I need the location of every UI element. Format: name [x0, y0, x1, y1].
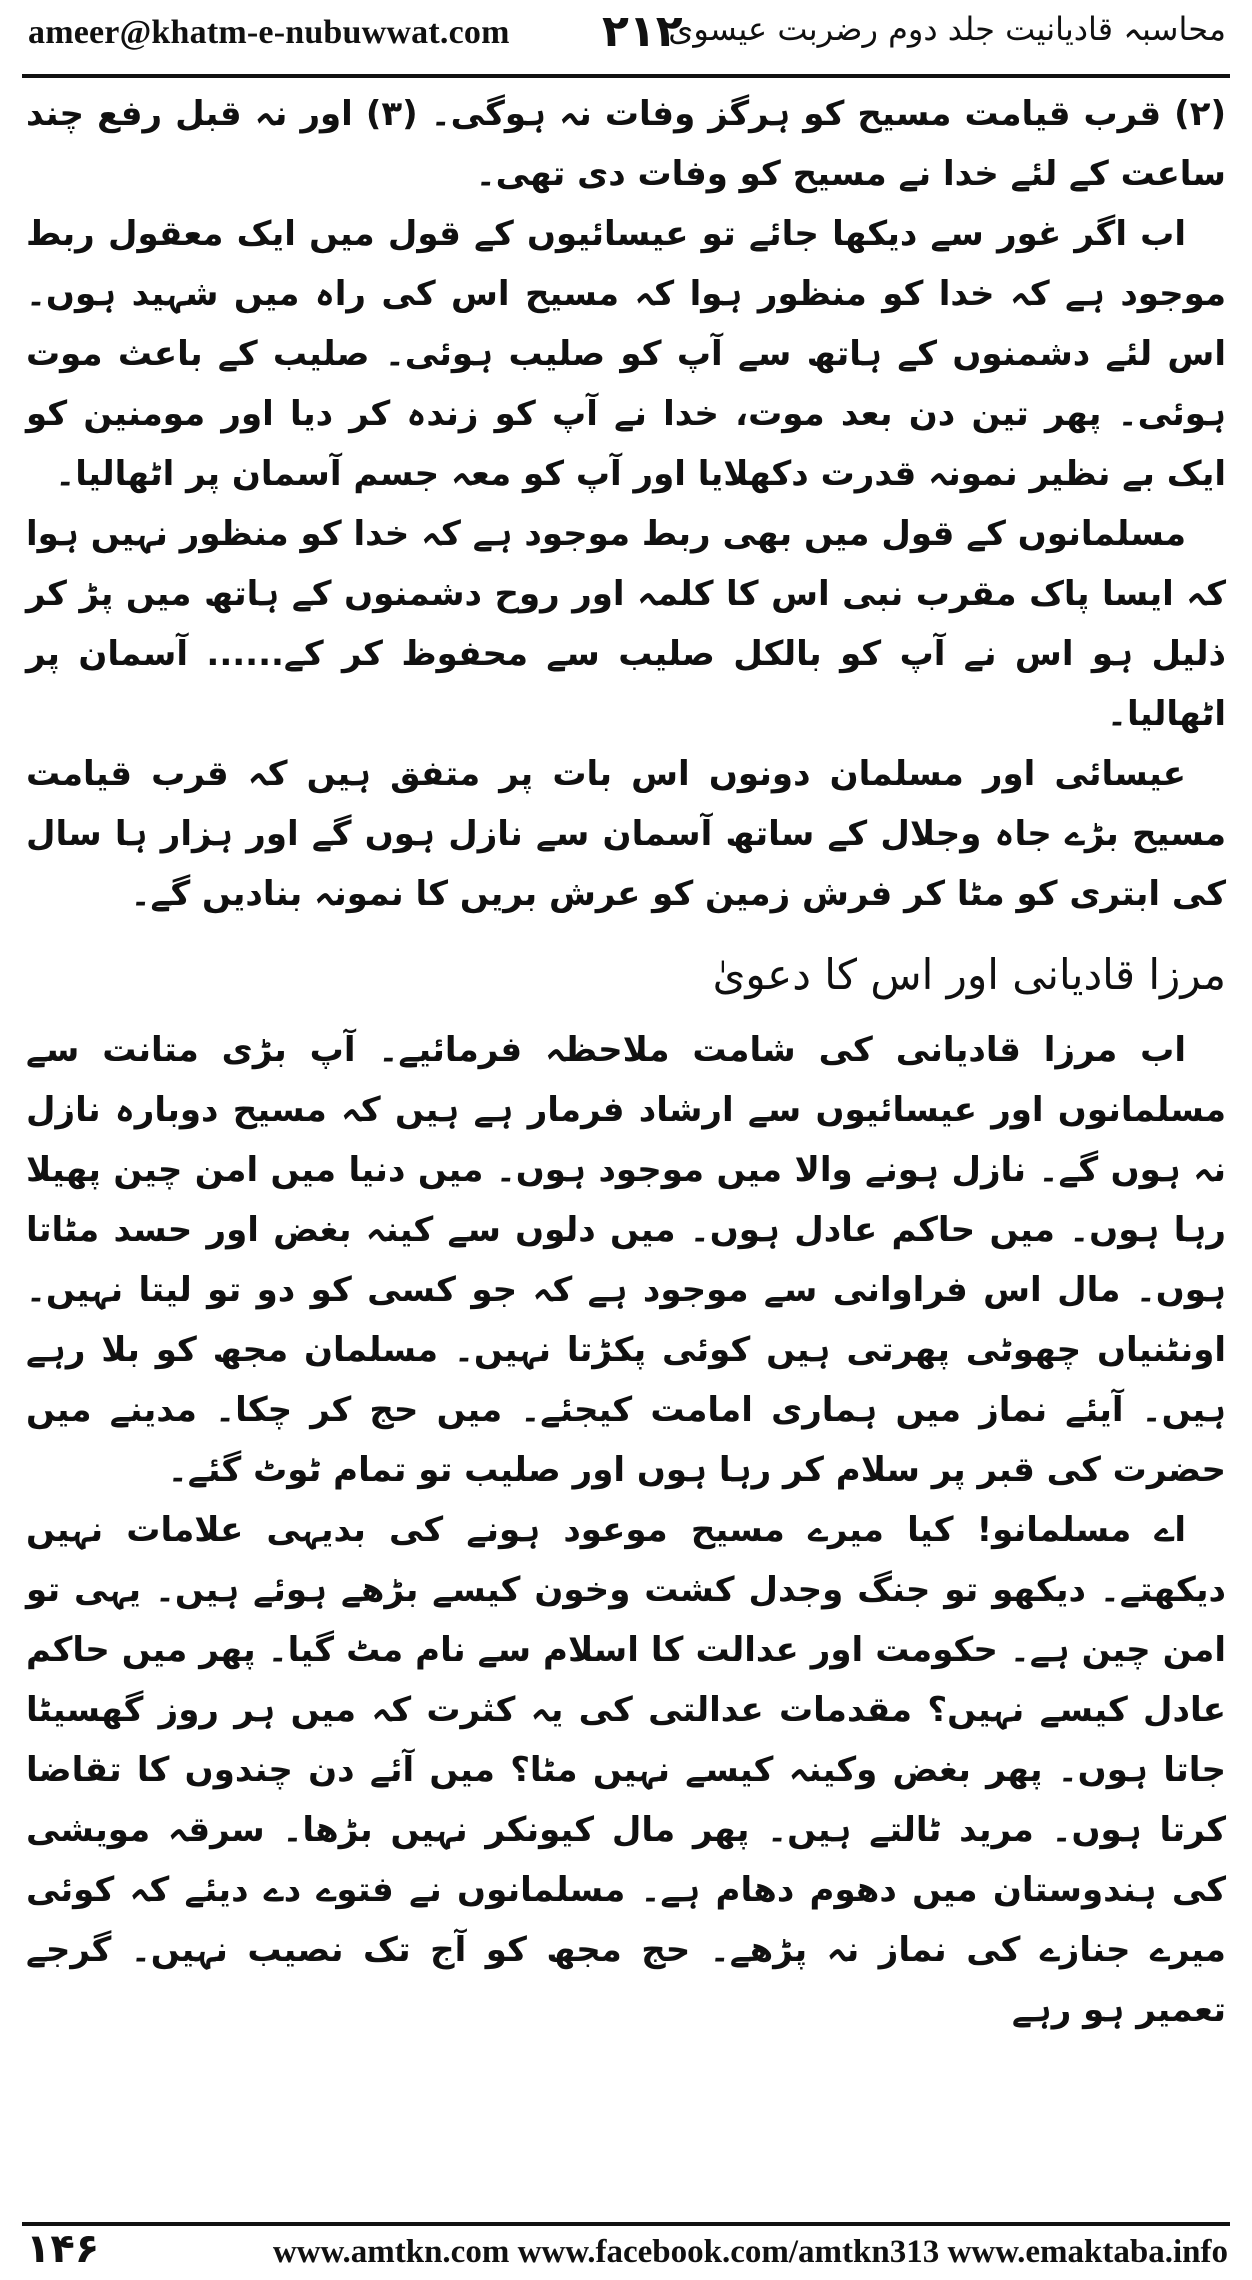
section-heading: مرزا قادیانی اور اس کا دعویٰ: [712, 950, 1226, 999]
paragraph-2: اب اگر غور سے دیکھا جائے تو عیسائیوں کے قول میں ایک معقول ربط موجود ہے کہ خدا کو منظور ہوا کہ مسیح اس کی راہ میں شہید ہوں۔ اس لئے دشمنوں کے ہاتھ سے آپ کو صلیب ہوئی۔ صلیب کے باعث موت ہوئی۔ پھر تین دن بعد موت، خدا نے آپ کو زندہ کر دیا اور مومنین کو ایک بے نظیر نمونہ قدرت دکھلایا اور آپ کو معہ جسم آسمان پر اٹھالیا۔: [26, 214, 1226, 494]
header-book-title: محاسبہ قادیانیت جلد دوم رضربت عیسوی: [668, 10, 1226, 48]
paragraph-1: (۲) قرب قیامت مسیح کو ہرگز وفات نہ ہوگی۔ (۳) اور نہ قبل رفع چند ساعت کے لئے خدا نے مسیح کو وفات دی تھی۔: [26, 94, 1226, 194]
paragraph-6: اے مسلمانو! کیا میرے مسیح موعود ہونے کی بدیہی علامات نہیں دیکھتے۔ دیکھو تو جنگ وجدل کشت وخون کیسے بڑھے ہوئے ہیں۔ یہی تو امن چین ہے۔ حکومت اور عدالت کا اسلام سے نام مٹ گیا۔ پھر میں حاکم عادل کیسے نہیں؟ مقدمات عدالتی کی یہ کثرت کہ میں ہر روز گھسیٹا جاتا ہوں۔ پھر بغض وکینہ کیسے نہیں مٹا؟ میں آئے دن چندوں کا تقاضا کرتا ہوں۔ مرید ٹالتے ہیں۔ پھر مال کیونکر نہیں بڑھا۔ سرقہ مویشی کی ہندوستان میں دھوم دھام ہے۔ مسلمانوں نے فتوے دے دیئے کہ کوئی میرے جنازے کی نماز نہ پڑھے۔ حج مجھ کو آج تک نصیب نہیں۔ گرجے تعمیر ہو رہے: [26, 1510, 1226, 2030]
header-divider: [22, 74, 1230, 78]
footer-divider: [22, 2222, 1230, 2226]
header-email: ameer@khatm-e-nubuwwat.com: [28, 14, 510, 51]
footer-website-links: www.amtkn.com www.facebook.com/amtkn313 www.emaktaba.info: [272, 2234, 1228, 2270]
page-body: [26, 84, 1226, 2040]
paragraph-5: اب مرزا قادیانی کی شامت ملاحظہ فرمائیے۔ آپ بڑی متانت سے مسلمانوں اور عیسائیوں سے ارشاد فرمار ہے ہیں کہ مسیح دوبارہ نازل نہ ہوں گے۔ نازل ہونے والا میں موجود ہوں۔ میں دنیا میں امن چین پھیلا رہا ہوں۔ میں حاکم عادل ہوں۔ میں دلوں سے کینہ بغض اور حسد مٹاتا ہوں۔ مال اس فراوانی سے موجود ہے کہ جو کسی کو دو تو لیتا نہیں۔ اونٹنیاں چھوٹی پھرتی ہیں کوئی پکڑتا نہیں۔ مسلمان مجھ کو بلا رہے ہیں۔ آیئے نماز میں ہماری امامت کیجئے۔ میں حج کر چکا۔ مدینے میں حضرت کی قبر پر سلام کر رہا ہوں اور صلیب تو تمام ٹوٹ گئے۔: [26, 1030, 1226, 1490]
header-page-number: ۲۱۲: [602, 6, 683, 57]
paragraph-3: مسلمانوں کے قول میں بھی ربط موجود ہے کہ خدا کو منظور نہیں ہوا کہ ایسا پاک مقرب نبی اس کا کلمہ اور روح دشمنوں کے ہاتھ میں پڑ کر ذلیل ہو اس نے آپ کو بالکل صلیب سے محفوظ کر کے...... آسمان پر اٹھالیا۔: [26, 514, 1226, 734]
footer-page-number: ۱۴۶: [26, 2226, 100, 2272]
paragraph-4: عیسائی اور مسلمان دونوں اس بات پر متفق ہیں کہ قرب قیامت مسیح بڑے جاہ وجلال کے ساتھ آسمان سے نازل ہوں گے اور ہزار ہا سال کی ابتری کو مٹا کر فرش زمین کو عرش بریں کا نمونہ بنادیں گے۔: [26, 754, 1226, 914]
page-header: [22, 8, 1230, 70]
